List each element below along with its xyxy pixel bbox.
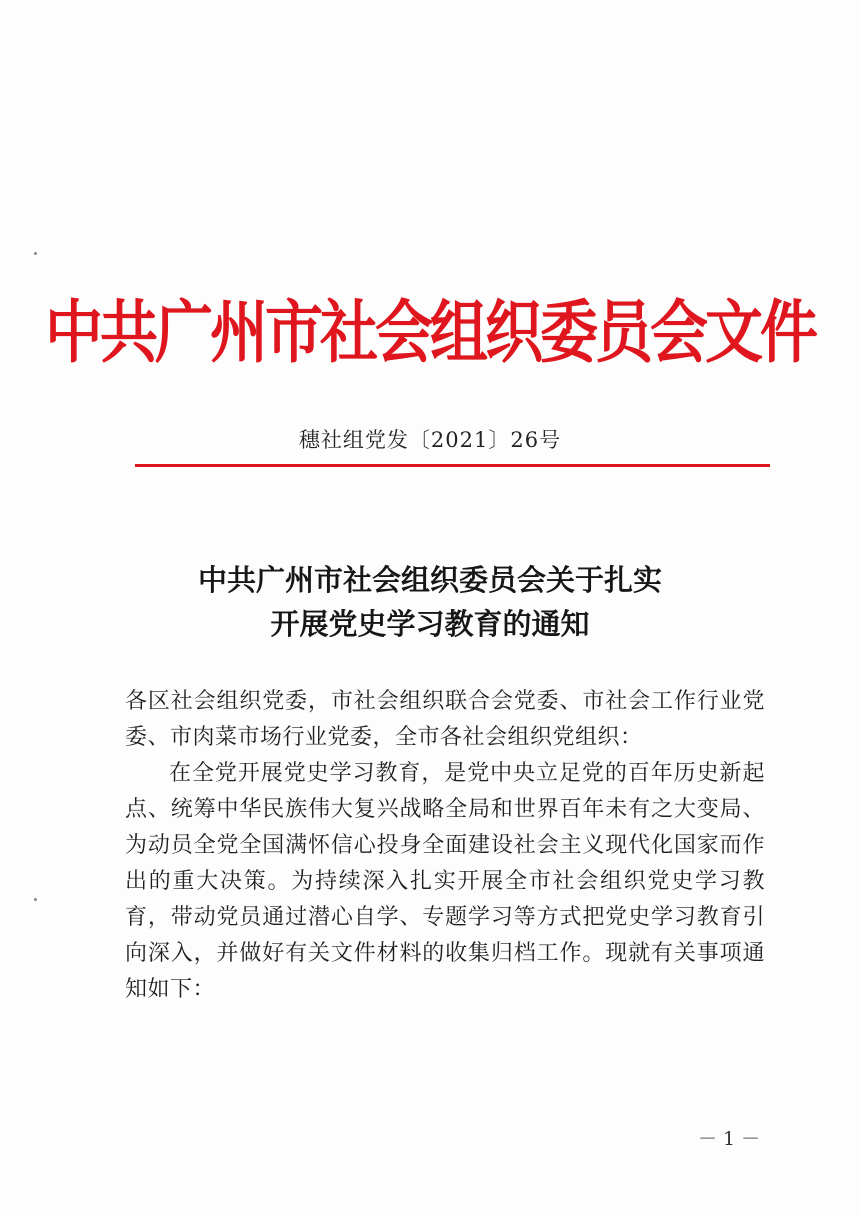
body-paragraph: 在全党开展党史学习教育，是党中央立足党的百年历史新起点、统筹中华民族伟大复兴战略全局和世界百年未有之大变局、为动员全党全国满怀信心投身全面建设社会主义现代化国家而作出的重大决策。为持续深入扎实开展全市社会组织党史学习教育，带动党员通过潜心自学、专题学习等方式把党史学习教育引向深入，并做好有关文件材料的收集归档工作。现就有关事项通知如下： <box>125 761 765 1002</box>
scan-mark-top <box>34 252 37 255</box>
page-number: － 1 － <box>698 1128 761 1150</box>
scan-mark-bottom <box>34 898 37 901</box>
notice-title-line-2: 开展党史学习教育的通知 <box>270 607 590 641</box>
document-number: 穗社组党发〔2021〕26号 <box>298 428 562 452</box>
notice-title-line-1: 中共广州市社会组织委员会关于扎实 <box>197 563 662 597</box>
addressee-paragraph: 各区社会组织党委，市社会组织联合会党委、市社会工作行业党委、市肉菜市场行业党委，全市各社会组织党组织： <box>125 689 765 750</box>
document-body <box>125 684 765 1008</box>
notice-title <box>0 558 860 646</box>
document-header-title: 中共广州市社会组织委员会文件 <box>44 292 815 373</box>
red-divider-line <box>135 464 770 467</box>
